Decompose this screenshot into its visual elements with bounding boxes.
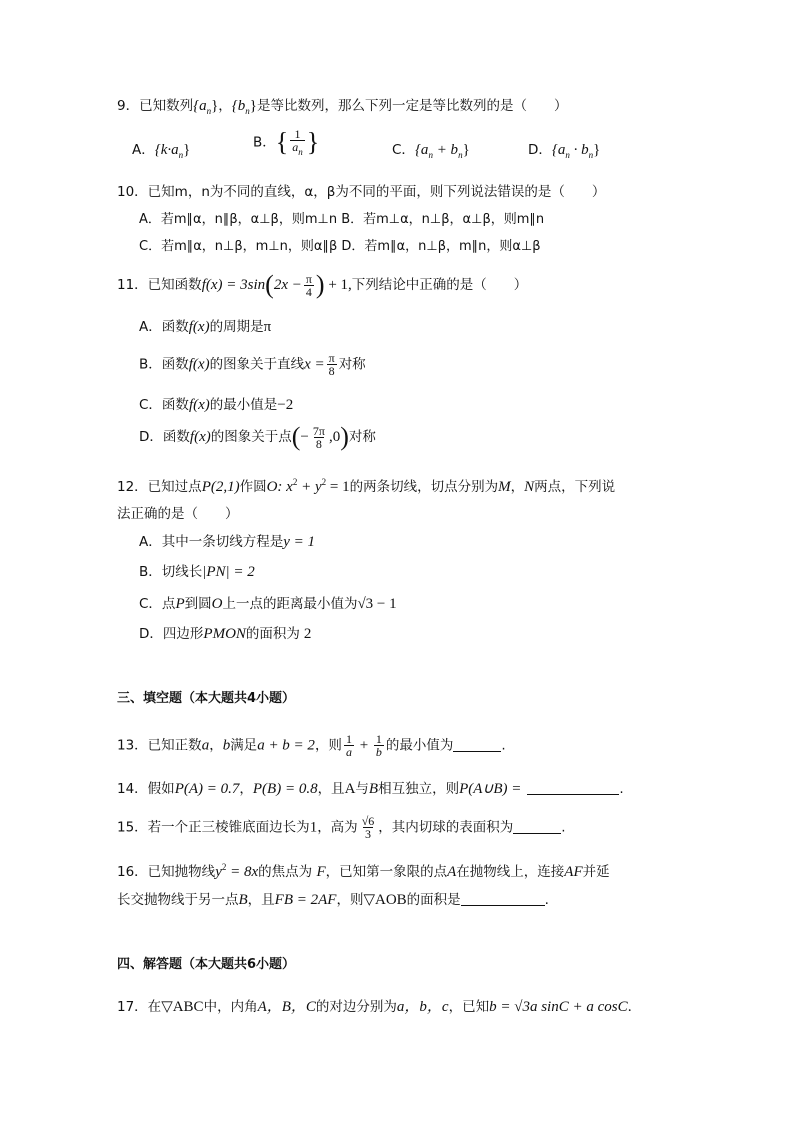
question-16-line2: 长交抛物线于另一点B，且FB = 2AF，则▽AOB的面积是 . <box>117 892 549 908</box>
question-12-option-a: A．其中一条切线方程是y = 1 <box>139 534 316 550</box>
question-12-option-b: B．切线长|PN| = 2 <box>139 564 255 580</box>
question-13: 13．已知正数a，b满足a + b = 2，则 $\frac{1}{a}$ + $\frac{1}{b}$ 的最小值为 . <box>117 732 506 759</box>
answer-blank <box>461 893 545 906</box>
question-9-option-d: D．$\{a_n \cdot b_n\}$ <box>528 142 601 160</box>
question-14: 14．假如P(A) = 0.7，P(B) = 0.8，且A与B相互独立，则P(A∪B) = . <box>117 781 624 797</box>
question-15: 15．若一个正三棱锥底面边长为1，高为 $\frac{√6}{3}$ ，其内切球的表面积为 . <box>117 814 566 841</box>
question-10-options-ab: A．若m∥α，n∥β，α⊥β，则m⊥n B．若m⊥α，n⊥β，α⊥β，则m∥n <box>139 212 545 227</box>
question-9-option-a: A．$\{k\cdot a_n\}$ <box>132 142 191 160</box>
question-10-stem: 10．已知m，n为不同的直线，α，β为不同的平面，则下列说法错误的是（ ） <box>117 184 606 200</box>
question-12-stem-line2: 法正确的是（ ） <box>117 506 239 522</box>
answer-blank <box>453 739 501 752</box>
question-11-option-a: A．函数f(x)的周期是π <box>139 319 272 335</box>
question-11-stem: 11．已知函数f(x) = 3sin(2x − $\frac{\pi}{4}$ ) + 1,下列结论中正确的是（ ） <box>117 270 528 299</box>
fraction: $\frac{1}{a_n}$ <box>292 127 303 157</box>
fraction: $\frac{\pi}{8}$ <box>328 351 335 378</box>
question-9-option-c: C．$\{a_n + b_n\}$ <box>392 142 470 160</box>
section-3-heading: 三、填空题（本大题共4小题） <box>117 691 296 706</box>
fraction: $\frac{1}{b}$ <box>375 732 382 759</box>
answer-blank <box>513 821 561 834</box>
question-9-stem: 9．已知数列$\{a_n\}$，$\{b_n\}$是等比数列，那么下列一定是等比数列的是（ ） <box>117 98 568 116</box>
question-11-option-c: C．函数f(x)的最小值是−2 <box>139 397 294 413</box>
question-12-stem: 12．已知过点P(2,1)作圆O: $x^2 + y^2 = 1$的两条切线，切点分别为M，N两点，下列说 <box>117 477 616 495</box>
question-9-option-b: B．{ $\frac{1}{a_n}$ } <box>253 127 320 157</box>
question-12-option-c: C．点P到圆O上一点的距离最小值为√3 − 1 <box>139 596 397 612</box>
answer-blank <box>527 782 619 795</box>
question-17: 17．在▽ABC中，内角A，B，C的对边分别为a，b，c，已知b = √3a sinC + a cosC． <box>117 999 642 1015</box>
fraction: $\frac{\pi}{4}$ <box>305 271 312 299</box>
question-16-line1: 16．已知抛物线$y^2 = 8x$的焦点为 F，已知第一象限的点A在抛物线上，连接AF并延 <box>117 862 610 880</box>
fraction: $\frac{√6}{3}$ <box>361 814 375 841</box>
question-10-options-cd: C．若m∥α，n⊥β，m⊥n，则α∥β D．若m∥α，n⊥β，m∥n，则α⊥β <box>139 239 541 254</box>
fraction: $\frac{7\pi}{8}$ <box>312 423 325 451</box>
fraction: $\frac{1}{a}$ <box>345 732 352 759</box>
question-11-option-d: D．函数f(x)的图象关于点(− $\frac{7\pi}{8}$ ,0)对称 <box>139 422 376 451</box>
question-11-option-b: B．函数f(x)的图象关于直线x = $\frac{\pi}{8}$ 对称 <box>139 351 366 378</box>
question-12-option-d: D．四边形PMON的面积为 2 <box>139 626 312 642</box>
section-4-heading: 四、解答题（本大题共6小题） <box>117 957 296 972</box>
